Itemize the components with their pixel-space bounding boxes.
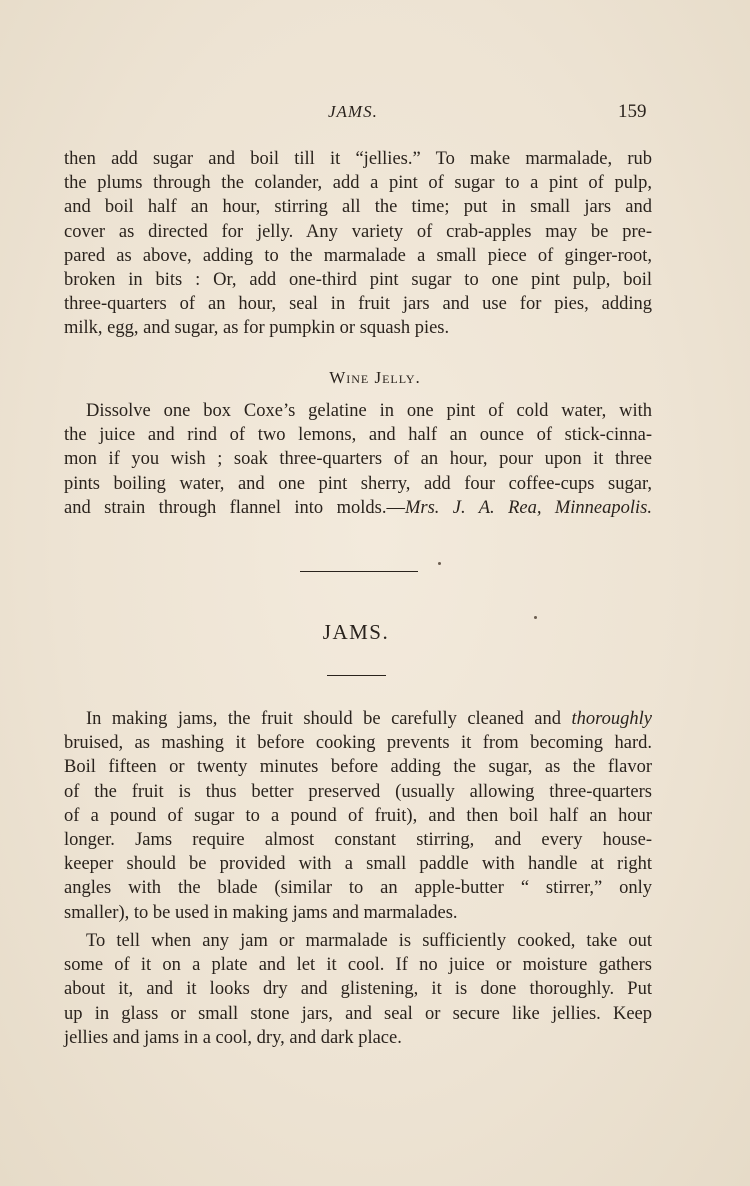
wine-jelly-recipe bbox=[64, 399, 652, 520]
text-line: three-quarters of an hour, seal in fruit jars and use for pies, adding bbox=[64, 294, 652, 315]
text-line: longer. Jams require almost constant stirring, and every house- bbox=[64, 830, 652, 851]
text-line: broken in bits : Or, add one-third pint sugar to one pint pulp, boil bbox=[64, 270, 652, 291]
text-line: of the fruit is thus better preserved (usually allowing three-quarters bbox=[64, 781, 652, 802]
text-line: then add sugar and boil till it “jellies.” To make marmalade, rub bbox=[64, 149, 652, 169]
text-line: bruised, as mashing it before cooking prevents it from becoming hard. bbox=[64, 733, 652, 754]
section-divider bbox=[300, 571, 418, 572]
text-line: of a pound of sugar to a pound of fruit), and then boil half an hour bbox=[64, 805, 652, 826]
emphasis-thoroughly: thoroughly bbox=[571, 709, 652, 729]
text-line: and boil half an hour, stirring all the time; put in small jars and bbox=[64, 197, 652, 218]
text-line: about it, and it looks dry and glistening, it is done thoroughly. Put bbox=[64, 979, 652, 1000]
text-line: pints boiling water, and one pint sherry, add four coffee-cups sugar, bbox=[64, 473, 652, 494]
text-line: Boil fifteen or twenty minutes before adding the sugar, as the flavor bbox=[64, 757, 652, 778]
paper-speck bbox=[534, 616, 537, 619]
continuation-paragraph bbox=[64, 147, 652, 341]
text-line: smaller), to be used in making jams and marmalades. bbox=[64, 902, 458, 923]
jams-heading: JAMS. bbox=[322, 620, 390, 644]
text-line bbox=[64, 496, 652, 520]
text-line: up in glass or small stone jars, and seal or secure like jellies. Keep bbox=[64, 1003, 652, 1024]
text-line: the juice and rind of two lemons, and half an ounce of stick-cinna- bbox=[64, 425, 652, 446]
recipe-attribution: Mrs. J. A. Rea, Minneapolis. bbox=[404, 497, 652, 518]
text-line: some of it on a plate and let it cool. If no juice or moisture gathers bbox=[64, 955, 652, 976]
paper-speck bbox=[438, 562, 441, 565]
text-line: cover as directed for jelly. Any variety of crab-apples may be pre- bbox=[64, 221, 652, 242]
text-line bbox=[64, 707, 652, 731]
text-line: mon if you wish ; soak three-quarters of an hour, pour upon it three bbox=[64, 449, 652, 470]
text-line: angles with the blade (similar to an apple-butter “ stirrer,” only bbox=[64, 878, 652, 899]
jams-paragraph-1 bbox=[64, 707, 652, 925]
jams-intro-text: In making jams, the fruit should be carefully cleaned and bbox=[86, 709, 561, 729]
jams-paragraph-2 bbox=[64, 929, 652, 1050]
wine-jelly-last-text: and strain through flannel into molds.— bbox=[64, 497, 405, 518]
text-line: keeper should be provided with a small paddle with handle at right bbox=[64, 854, 652, 875]
text-line: milk, egg, and sugar, as for pumpkin or squash pies. bbox=[64, 318, 450, 339]
text-line: pared as above, adding to the marmalade a small piece of ginger-root, bbox=[64, 245, 652, 266]
text-line: the plums through the colander, add a pint of sugar to a pint of pulp, bbox=[64, 173, 652, 194]
text-line: To tell when any jam or marmalade is sufficiently cooked, take out bbox=[86, 931, 652, 951]
text-line: jellies and jams in a cool, dry, and dark place. bbox=[64, 1027, 402, 1048]
running-head: JAMS. bbox=[328, 102, 378, 121]
wine-jelly-heading: Wine Jelly. bbox=[329, 368, 421, 387]
heading-underline bbox=[327, 675, 386, 676]
text-line: Dissolve one box Coxe’s gelatine in one pint of cold water, with bbox=[86, 401, 652, 421]
page-number: 159 bbox=[618, 101, 647, 122]
